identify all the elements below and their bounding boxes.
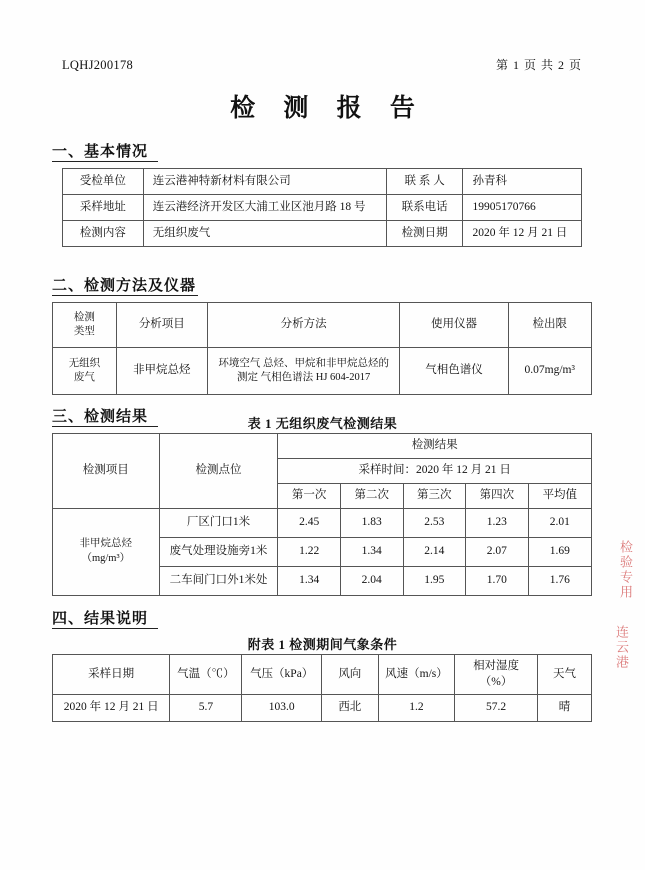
td-humidity: 57.2 bbox=[455, 695, 538, 722]
th-test-item: 检测项目 bbox=[53, 434, 160, 509]
red-stamp-mark-2: 连云港 bbox=[614, 625, 629, 670]
weather-table-caption: 附表 1 检测期间气象条件 bbox=[247, 637, 398, 652]
th-temperature: 气温（℃） bbox=[170, 655, 242, 695]
table-row bbox=[63, 169, 582, 195]
td-method-line1: 环境空气 总烃、甲烷和非甲烷总烃的 bbox=[218, 357, 389, 369]
table-row bbox=[53, 695, 592, 722]
section-underline-4 bbox=[52, 628, 158, 629]
table-header-row bbox=[53, 303, 592, 348]
td-analysis-item: 非甲烷总烃 bbox=[116, 348, 207, 395]
value-date: 2020 年 12 月 21 日 bbox=[463, 221, 582, 247]
td-r2-v2: 1.34 bbox=[340, 537, 403, 566]
td-r2-avg: 1.69 bbox=[528, 537, 591, 566]
td-analysis-method bbox=[207, 348, 400, 395]
page-number: 第 1 页 共 2 页 bbox=[495, 58, 582, 72]
label-unit: 受检单位 bbox=[63, 169, 144, 195]
page-title: 检 测 报 告 bbox=[230, 95, 426, 122]
table-row bbox=[53, 348, 592, 395]
td-r3-v4: 1.70 bbox=[466, 566, 529, 595]
th-average: 平均值 bbox=[528, 484, 591, 509]
document-header bbox=[62, 56, 582, 73]
td-detect-type-line2: 废气 bbox=[73, 372, 95, 383]
th-sample-time: 采样时间：2020 年 12 月 21 日 bbox=[278, 459, 592, 484]
th-time-1: 第一次 bbox=[278, 484, 341, 509]
th-pressure: 气压（kPa） bbox=[242, 655, 321, 695]
td-r3-v2: 2.04 bbox=[340, 566, 403, 595]
value-contact: 孙青科 bbox=[463, 169, 582, 195]
td-detect-type-line1: 无组织 bbox=[68, 357, 101, 369]
td-test-item-name bbox=[53, 508, 160, 595]
value-content: 无组织废气 bbox=[143, 221, 386, 247]
th-detection-limit: 检出限 bbox=[508, 303, 591, 348]
value-phone: 19905170766 bbox=[463, 195, 582, 221]
th-sample-date: 采样日期 bbox=[53, 655, 170, 695]
td-instrument: 气相色谱仪 bbox=[400, 348, 508, 395]
th-weather: 天气 bbox=[537, 655, 591, 695]
label-address: 采样地址 bbox=[63, 195, 144, 221]
td-wind-speed: 1.2 bbox=[378, 695, 455, 722]
th-detect-type-line2: 类型 bbox=[73, 326, 95, 337]
method-instrument-table bbox=[52, 302, 592, 395]
td-r1-v2: 1.83 bbox=[340, 508, 403, 537]
section-heading-methods: 二、检测方法及仪器 bbox=[52, 278, 197, 294]
td-item-line1: 非甲烷总烃 bbox=[79, 538, 133, 550]
th-analysis-item: 分析项目 bbox=[116, 303, 207, 348]
table-header-row bbox=[53, 655, 592, 695]
label-content: 检测内容 bbox=[63, 221, 144, 247]
td-r3-v3: 1.95 bbox=[403, 566, 466, 595]
table-row bbox=[63, 195, 582, 221]
section-underline-1 bbox=[52, 161, 158, 162]
section-heading-conclusion: 四、结果说明 bbox=[52, 611, 149, 627]
td-sample-date: 2020 年 12 月 21 日 bbox=[53, 695, 170, 722]
th-time-2: 第二次 bbox=[340, 484, 403, 509]
th-wind-speed: 风速（m/s） bbox=[378, 655, 455, 695]
section-heading-basic-info: 一、基本情况 bbox=[52, 144, 149, 160]
label-date: 检测日期 bbox=[386, 221, 463, 247]
section-underline-2 bbox=[52, 295, 198, 296]
th-wind-direction: 风向 bbox=[321, 655, 378, 695]
td-detection-limit: 0.07mg/m³ bbox=[508, 348, 591, 395]
result-table-caption: 表 1 无组织废气检测结果 bbox=[247, 416, 398, 431]
td-weather: 晴 bbox=[537, 695, 591, 722]
td-r1-v3: 2.53 bbox=[403, 508, 466, 537]
th-analysis-method: 分析方法 bbox=[207, 303, 400, 348]
label-contact: 联 系 人 bbox=[386, 169, 463, 195]
section-heading-results: 三、检测结果 bbox=[52, 409, 149, 425]
td-r3-v1: 1.34 bbox=[278, 566, 341, 595]
th-time-3: 第三次 bbox=[403, 484, 466, 509]
th-instrument: 使用仪器 bbox=[400, 303, 508, 348]
th-test-results: 检测结果 bbox=[278, 434, 592, 459]
table-row bbox=[63, 221, 582, 247]
td-r2-v4: 2.07 bbox=[466, 537, 529, 566]
weather-table bbox=[52, 654, 592, 722]
td-r1-v4: 1.23 bbox=[466, 508, 529, 537]
td-r1-avg: 2.01 bbox=[528, 508, 591, 537]
value-unit: 连云港神特新材料有限公司 bbox=[143, 169, 386, 195]
label-phone: 联系电话 bbox=[386, 195, 463, 221]
td-r3-avg: 1.76 bbox=[528, 566, 591, 595]
td-point-2: 废气处理设施旁1米 bbox=[159, 537, 278, 566]
th-detect-type bbox=[53, 303, 117, 348]
th-time-4: 第四次 bbox=[466, 484, 529, 509]
td-temperature: 5.7 bbox=[170, 695, 242, 722]
td-detect-type bbox=[53, 348, 117, 395]
th-humidity: 相对湿度（%） bbox=[455, 655, 538, 695]
result-table bbox=[52, 433, 592, 596]
td-point-3: 二车间门口外1米处 bbox=[159, 566, 278, 595]
td-method-line2: 测定 气相色谱法 HJ 604-2017 bbox=[237, 372, 371, 383]
td-r1-v1: 2.45 bbox=[278, 508, 341, 537]
td-item-line2: （mg/m³） bbox=[81, 552, 131, 564]
td-point-1: 厂区门口1米 bbox=[159, 508, 278, 537]
table-header-row bbox=[53, 434, 592, 459]
value-address: 连云港经济开发区大浦工业区池月路 18 号 bbox=[143, 195, 386, 221]
td-pressure: 103.0 bbox=[242, 695, 321, 722]
th-detect-type-line1: 检测 bbox=[73, 311, 95, 323]
td-r2-v3: 2.14 bbox=[403, 537, 466, 566]
basic-info-table bbox=[62, 168, 582, 247]
td-wind-direction: 西北 bbox=[321, 695, 378, 722]
document-code: LQHJ200178 bbox=[62, 58, 134, 72]
red-stamp-mark-1: 检验专用 bbox=[618, 540, 633, 600]
table-row bbox=[53, 508, 592, 537]
th-test-point: 检测点位 bbox=[159, 434, 278, 509]
td-r2-v1: 1.22 bbox=[278, 537, 341, 566]
